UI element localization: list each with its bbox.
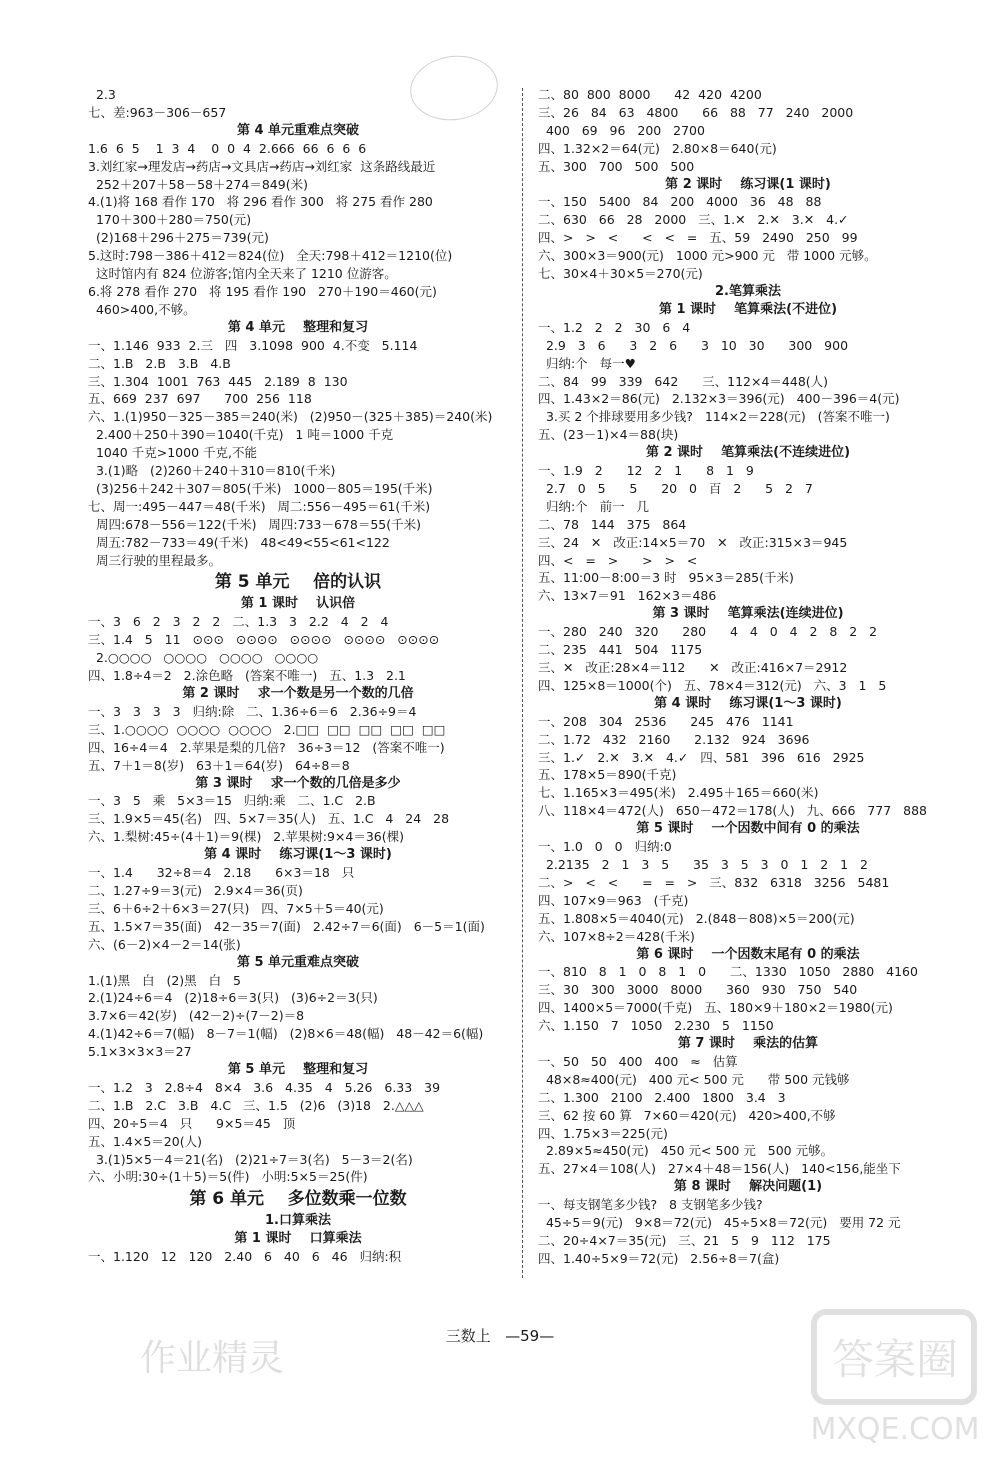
answer-line: 五、1.808×5＝4040(元) 2.(848－808)×5＝200(元) <box>538 910 855 926</box>
answer-line: 五、1.4×5＝20(人) <box>88 1133 202 1149</box>
answer-line: 五、7＋1＝8(岁) 63＋1＝64(岁) 64÷8＝8 <box>88 757 350 773</box>
answer-line: 归纳:个 前一 几 <box>538 498 649 514</box>
answer-line: 三、1.4 5 11 ⊙⊙⊙ ⊙⊙⊙⊙ ⊙⊙⊙⊙ ⊙⊙⊙⊙ ⊙⊙⊙⊙ <box>88 632 440 648</box>
answer-line: 二、> < < = = > 三、832 6318 3256 5481 <box>538 874 890 890</box>
answer-line: 一、50 50 400 400 ≈ 估算 <box>538 1053 738 1069</box>
section-heading: 第 7 课时 乘法的估算 <box>677 1036 819 1052</box>
svg-text:MXQE.COM: MXQE.COM <box>810 1412 980 1447</box>
answer-line: 四、20÷5＝4 只 9×5＝45 顶 <box>88 1115 296 1131</box>
answer-line: 2.7 0 5 5 20 0 百 2 5 2 7 <box>538 480 813 496</box>
answer-line: 六、1.(1)950－325－385＝240(米) (2)950－(325＋385)＝240(米) <box>88 409 493 425</box>
section-heading: 第 6 单元 多位数乘一位数 <box>189 1189 407 1210</box>
answer-line: 二、1.72 432 2160 2.132 924 3696 <box>538 731 810 747</box>
answer-line: 45÷5＝9(元) 9×8＝72(元) 45÷5×8＝72(元) 要用 72 元 <box>538 1215 901 1231</box>
answer-line: 二、1.B 2.B 3.B 4.B <box>88 355 231 371</box>
section-heading: 1.口算乘法 <box>265 1213 331 1229</box>
answer-line: 2.2135 2 1 3 5 35 3 5 3 0 1 2 1 2 <box>538 856 868 872</box>
answer-line: 六、13×7＝91 162×3＝486 <box>538 588 717 604</box>
page-number: —59— <box>505 1327 555 1345</box>
answer-line: 二、1.B 2.C 3.B 4.C 三、1.5 (2)6 (3)18 2.△△△ <box>88 1097 424 1113</box>
answer-line: 三、1.304 1001 763 445 2.189 8 130 <box>88 373 348 389</box>
answer-line: 六、1.150 7 1050 2.230 5 1150 <box>538 1018 774 1034</box>
answer-line: 一、1.4 32÷8＝4 2.18 6×3＝18 只 <box>88 865 355 881</box>
answer-line: 六、小明:30÷(1＋5)＝5(件) 小明:5×5＝25(件) <box>88 1169 368 1185</box>
answer-line: 4.(1)42÷6＝7(幅) 8－7＝1(幅) (2)8×6＝48(幅) 48－42＝6(幅) <box>88 1026 484 1042</box>
answer-line: 2.400＋250＋390＝1040(千克) 1 吨＝1000 千克 <box>88 427 394 443</box>
answer-line: 五、178×5＝890(千克) <box>538 767 677 783</box>
answer-line: 四、1400×5＝7000(千克) 五、180×9＋180×2＝1980(元) <box>538 1000 893 1016</box>
answer-line: 252＋207＋58－58＋274＝849(米) <box>88 176 308 192</box>
answer-line: 二、630 66 28 2000 三、1.✕ 2.✕ 3.✕ 4.✓ <box>538 212 849 228</box>
answer-line: 四、1.40÷5×9＝72(元) 2.56÷8＝7(盒) <box>538 1250 780 1266</box>
section-heading: 第 1 课时 笔算乘法(不进位) <box>658 301 838 317</box>
answer-line: 400 69 96 200 2700 <box>538 122 705 138</box>
answer-line: 2.89×5≈450(元) 450 元< 500 元 500 元够。 <box>538 1143 834 1159</box>
answer-line: 三、30 300 3000 8000 360 930 750 540 <box>538 982 858 998</box>
answer-line: 一、1.120 12 120 2.40 6 40 6 46 归纳:积 <box>88 1249 402 1265</box>
answer-line: 三、62 按 60 算 7×60＝420(元) 420>400,不够 <box>538 1107 836 1123</box>
answer-line: 5.这时:798－386＋412＝824(位) 全天:798＋412＝1210(位) <box>88 248 453 264</box>
section-heading: 第 5 单元 倍的认识 <box>214 572 382 593</box>
section-heading: 第 3 课时 笔算乘法(连续进位) <box>652 606 844 622</box>
footer-label: 三数上 <box>445 1327 491 1345</box>
answer-line: 3.(1)略 (2)260＋240＋310＝810(千米) <box>88 463 336 479</box>
answer-line: 周四:678－556＝122(千米) 周四:733－678＝55(千米) <box>88 516 421 532</box>
svg-text:答案圈: 答案圈 <box>831 1335 959 1384</box>
answer-line: 四、> > < < < = 五、59 2490 250 99 <box>538 230 858 246</box>
answer-line: 四、16÷4＝4 2.苹果是梨的几倍? 36÷3＝12 (答案不唯一) <box>88 739 445 755</box>
left-column <box>88 86 508 1266</box>
answer-line: 一、280 240 320 280 4 4 0 4 2 8 2 2 <box>538 624 878 640</box>
answer-line: 三、1.✓ 2.✕ 3.✕ 4.✓ 四、581 396 616 2925 <box>538 749 865 765</box>
section-heading: 第 4 单元重难点突破 <box>236 122 360 138</box>
section-heading: 第 4 课时 练习课(1～3 课时) <box>204 847 392 863</box>
answer-line: 一、1.0 0 0 归纳:0 <box>538 839 672 855</box>
answer-line: 六、300×3＝900(元) 1000 元>900 元 带 1000 元够。 <box>538 248 877 264</box>
answer-line: 一、1.2 2 2 30 6 4 <box>538 319 691 335</box>
answer-line: 二、235 441 504 1175 <box>538 642 703 658</box>
section-heading: 第 6 课时 一个因数末尾有 0 的乘法 <box>636 946 860 962</box>
answer-line: 五、1.5×7＝35(面) 42－35＝7(面) 2.42÷7＝6(面) 6－5＝1(面) <box>88 918 485 934</box>
section-heading: 第 1 课时 口算乘法 <box>234 1231 362 1247</box>
answer-line: 一、150 5400 84 200 4000 36 48 88 <box>538 194 822 210</box>
answer-line: 1.6 6 5 1 3 4 0 0 4 2.666 66 6 6 6 <box>88 140 367 156</box>
answer-line: 五、11:00－8:00＝3 时 95×3＝285(千米) <box>538 570 794 586</box>
answer-line: 一、208 304 2536 245 476 1141 <box>538 713 794 729</box>
section-heading: 第 2 课时 求一个数是另一个数的几倍 <box>182 686 414 701</box>
answer-line: 七、周一:495－447＝48(千米) 周二:556－495＝61(千米) <box>88 498 431 514</box>
answer-line: 归纳:个 每一♥ <box>538 355 636 371</box>
answer-line: 六、(6－2)×4－2＝14(张) <box>88 936 241 952</box>
answer-line: (2)168＋296＋275＝739(元) <box>88 230 269 246</box>
answer-line: 一、每支钢笔多少钱? 8 支钢笔多少钱? <box>538 1197 763 1213</box>
answer-line: 三、1.○○○○ ○○○○ ○○○○ 2.□□ □□ □□ □□ □□ <box>88 721 446 737</box>
answer-line: 2.9 3 6 3 2 6 3 10 30 300 900 <box>538 337 849 353</box>
section-heading: 第 3 课时 求一个数的几倍是多少 <box>195 775 401 791</box>
answer-line: 二、20÷4×7＝35(元) 三、21 5 9 112 175 <box>538 1233 831 1248</box>
page-footer <box>0 1325 1000 1346</box>
answer-line: 四、107×9＝963 (千克) <box>538 892 689 908</box>
answer-line: 一、3 6 2 3 2 2 二、1.3 3 2.2 4 2 4 <box>88 614 389 630</box>
answer-line: 三、1.9×5＝45(名) 四、5×7＝35(人) 五、1.C 4 24 28 <box>88 811 450 827</box>
answer-line: 四、< = > > > < <box>538 552 698 568</box>
answer-line: 五、(23－1)×4＝88(块) <box>538 427 679 443</box>
faint-watermark-text: 作业精灵 <box>140 1338 285 1379</box>
answer-line: 3.刘红家→理发店→药店→文具店→药店→刘红家 这条路线最近 <box>88 158 436 174</box>
answer-line: 一、3 3 3 3 归纳:除 二、1.36÷6＝6 2.36÷9＝4 <box>88 703 417 719</box>
answer-line: 这时馆内有 824 位游客;馆内全天来了 1210 位游客。 <box>88 266 397 282</box>
answer-line: 3.7×6＝42(岁) (42－2)÷(7－2)＝8 <box>88 1008 305 1024</box>
answer-line: 四、1.43×2＝86(元) 2.132×3＝396(元) 400－396＝4(元) <box>538 391 900 407</box>
answer-line: 周三行驶的里程最多。 <box>88 552 221 568</box>
answer-line: 六、1.梨树:45÷(4＋1)＝9(棵) 2.苹果树:9×4＝36(棵) <box>88 829 404 845</box>
answer-line: 四、125×8＝1000(个) 五、78×4＝312(元) 六、3 1 5 <box>538 677 887 693</box>
section-heading: 第 5 单元重难点突破 <box>236 954 360 970</box>
answer-line: 3.买 2 个排球要用多少钱? 114×2＝228(元) (答案不唯一) <box>538 409 890 425</box>
answer-line: 七、差:963－306－657 <box>88 104 227 120</box>
answer-line: 三、26 84 63 4800 66 88 77 240 2000 <box>538 104 854 120</box>
answer-line: 48×8≈400(元) 400 元< 500 元 带 500 元钱够 <box>538 1071 850 1087</box>
answer-line: 五、669 237 697 700 256 118 <box>88 391 312 407</box>
answer-line: 6.将 278 看作 270 将 195 看作 190 270＋190＝460(元) <box>88 283 437 299</box>
answer-line: 2.3 <box>88 87 116 102</box>
answer-line: 一、810 8 1 0 8 1 0 二、1330 1050 2880 4160 <box>538 964 918 980</box>
answer-line: 一、1.2 3 2.8÷4 8×4 3.6 4.35 4 5.26 6.33 39 <box>88 1079 441 1095</box>
section-heading: 第 4 课时 练习课(1～3 课时) <box>654 695 842 711</box>
answer-line: 一、1.9 2 12 2 1 8 1 9 <box>538 463 754 479</box>
answer-line: 1.(1)黑 白 (2)黑 白 5 <box>88 972 241 988</box>
answer-line: 5.1×3×3×3＝27 <box>88 1044 192 1060</box>
answer-line: 170＋300＋280＝750(元) <box>88 212 252 228</box>
answer-line: 八、118×4＝472(人) 650－472＝178(人) 九、666 777 888 <box>538 803 927 819</box>
section-heading: 第 2 课时 笔算乘法(不连续进位) <box>645 445 851 461</box>
answer-line: 1040 千克>1000 千克,不能 <box>88 445 257 461</box>
section-heading: 第 5 课时 一个因数中间有 0 的乘法 <box>636 821 860 837</box>
section-heading: 第 1 课时 认识倍 <box>240 596 356 612</box>
answer-line: 二、80 800 8000 42 420 4200 <box>538 87 762 102</box>
answer-line: 五、300 700 500 500 <box>538 158 695 174</box>
answer-line: 3.(1)5×5－4＝21(名) (2)21÷7＝3(名) 5－3＝2(名) <box>88 1151 413 1167</box>
answer-line: 七、30×4＋30×5＝270(元) <box>538 266 703 282</box>
answer-line: 一、3 5 乘 5×3＝15 归纳:乘 二、1.C 2.B <box>88 793 376 809</box>
answer-line: 4.(1)将 168 看作 170 将 296 看作 300 将 275 看作 280 <box>88 194 433 210</box>
section-heading: 第 4 单元 整理和复习 <box>227 319 369 335</box>
answer-line: 三、✕ 改正:28×4＝112 ✕ 改正:416×7＝2912 <box>538 660 848 675</box>
answer-line: 460>400,不够。 <box>88 301 196 317</box>
answer-line: 六、107×8÷2＝428(千米) <box>538 928 695 944</box>
answer-line: (3)256＋242＋307＝805(千米) 1000－805＝195(千米) <box>88 480 433 496</box>
answer-line: 二、78 144 375 864 <box>538 516 687 532</box>
answer-line: 2.(1)24÷6＝4 (2)18÷6＝3(只) (3)6÷2＝3(只) <box>88 990 378 1006</box>
right-column <box>538 86 958 1268</box>
answer-line: 二、1.27÷9＝3(元) 2.9×4＝36(页) <box>88 882 303 898</box>
column-divider <box>522 88 523 1278</box>
answer-line: 五、27×4＝108(人) 27×4＋48＝156(人) 140<156,能坐下 <box>538 1161 901 1177</box>
answer-line: 四、1.32×2＝64(元) 2.80×8＝640(元) <box>538 140 777 156</box>
section-heading: 第 8 课时 解决问题(1) <box>673 1179 823 1195</box>
answer-line: 二、1.300 2100 2.400 1800 3.4 3 <box>538 1089 786 1105</box>
answer-line: 七、1.165×3＝495(米) 2.495＋165＝660(米) <box>538 785 819 801</box>
answer-line: 二、84 99 339 642 三、112×4＝448(人) <box>538 373 829 389</box>
section-heading: 2.笔算乘法 <box>715 283 781 299</box>
answer-line: 三、6＋6÷2＋6×3＝27(只) 四、7×5＋5＝40(元) <box>88 900 384 916</box>
answer-line: 2.○○○○ ○○○○ ○○○○ ○○○○ <box>88 650 319 666</box>
answer-line: 三、24 ✕ 改正:14×5＝70 ✕ 改正:315×3＝945 <box>538 534 848 550</box>
answer-line: 周五:782－733＝49(千米) 48<49<55<61<122 <box>88 534 390 550</box>
section-heading: 第 2 课时 练习课(1 课时) <box>665 176 831 192</box>
answer-line: 一、1.146 933 2.三 四 3.1098 900 4.不变 5.114 <box>88 337 418 353</box>
answer-line: 四、1.75×3＝225(元) <box>538 1125 668 1141</box>
section-heading: 第 5 单元 整理和复习 <box>227 1062 369 1078</box>
answer-line: 四、1.8÷4＝2 2.涂色略 (答案不唯一) 五、1.3 2.1 <box>88 668 406 684</box>
